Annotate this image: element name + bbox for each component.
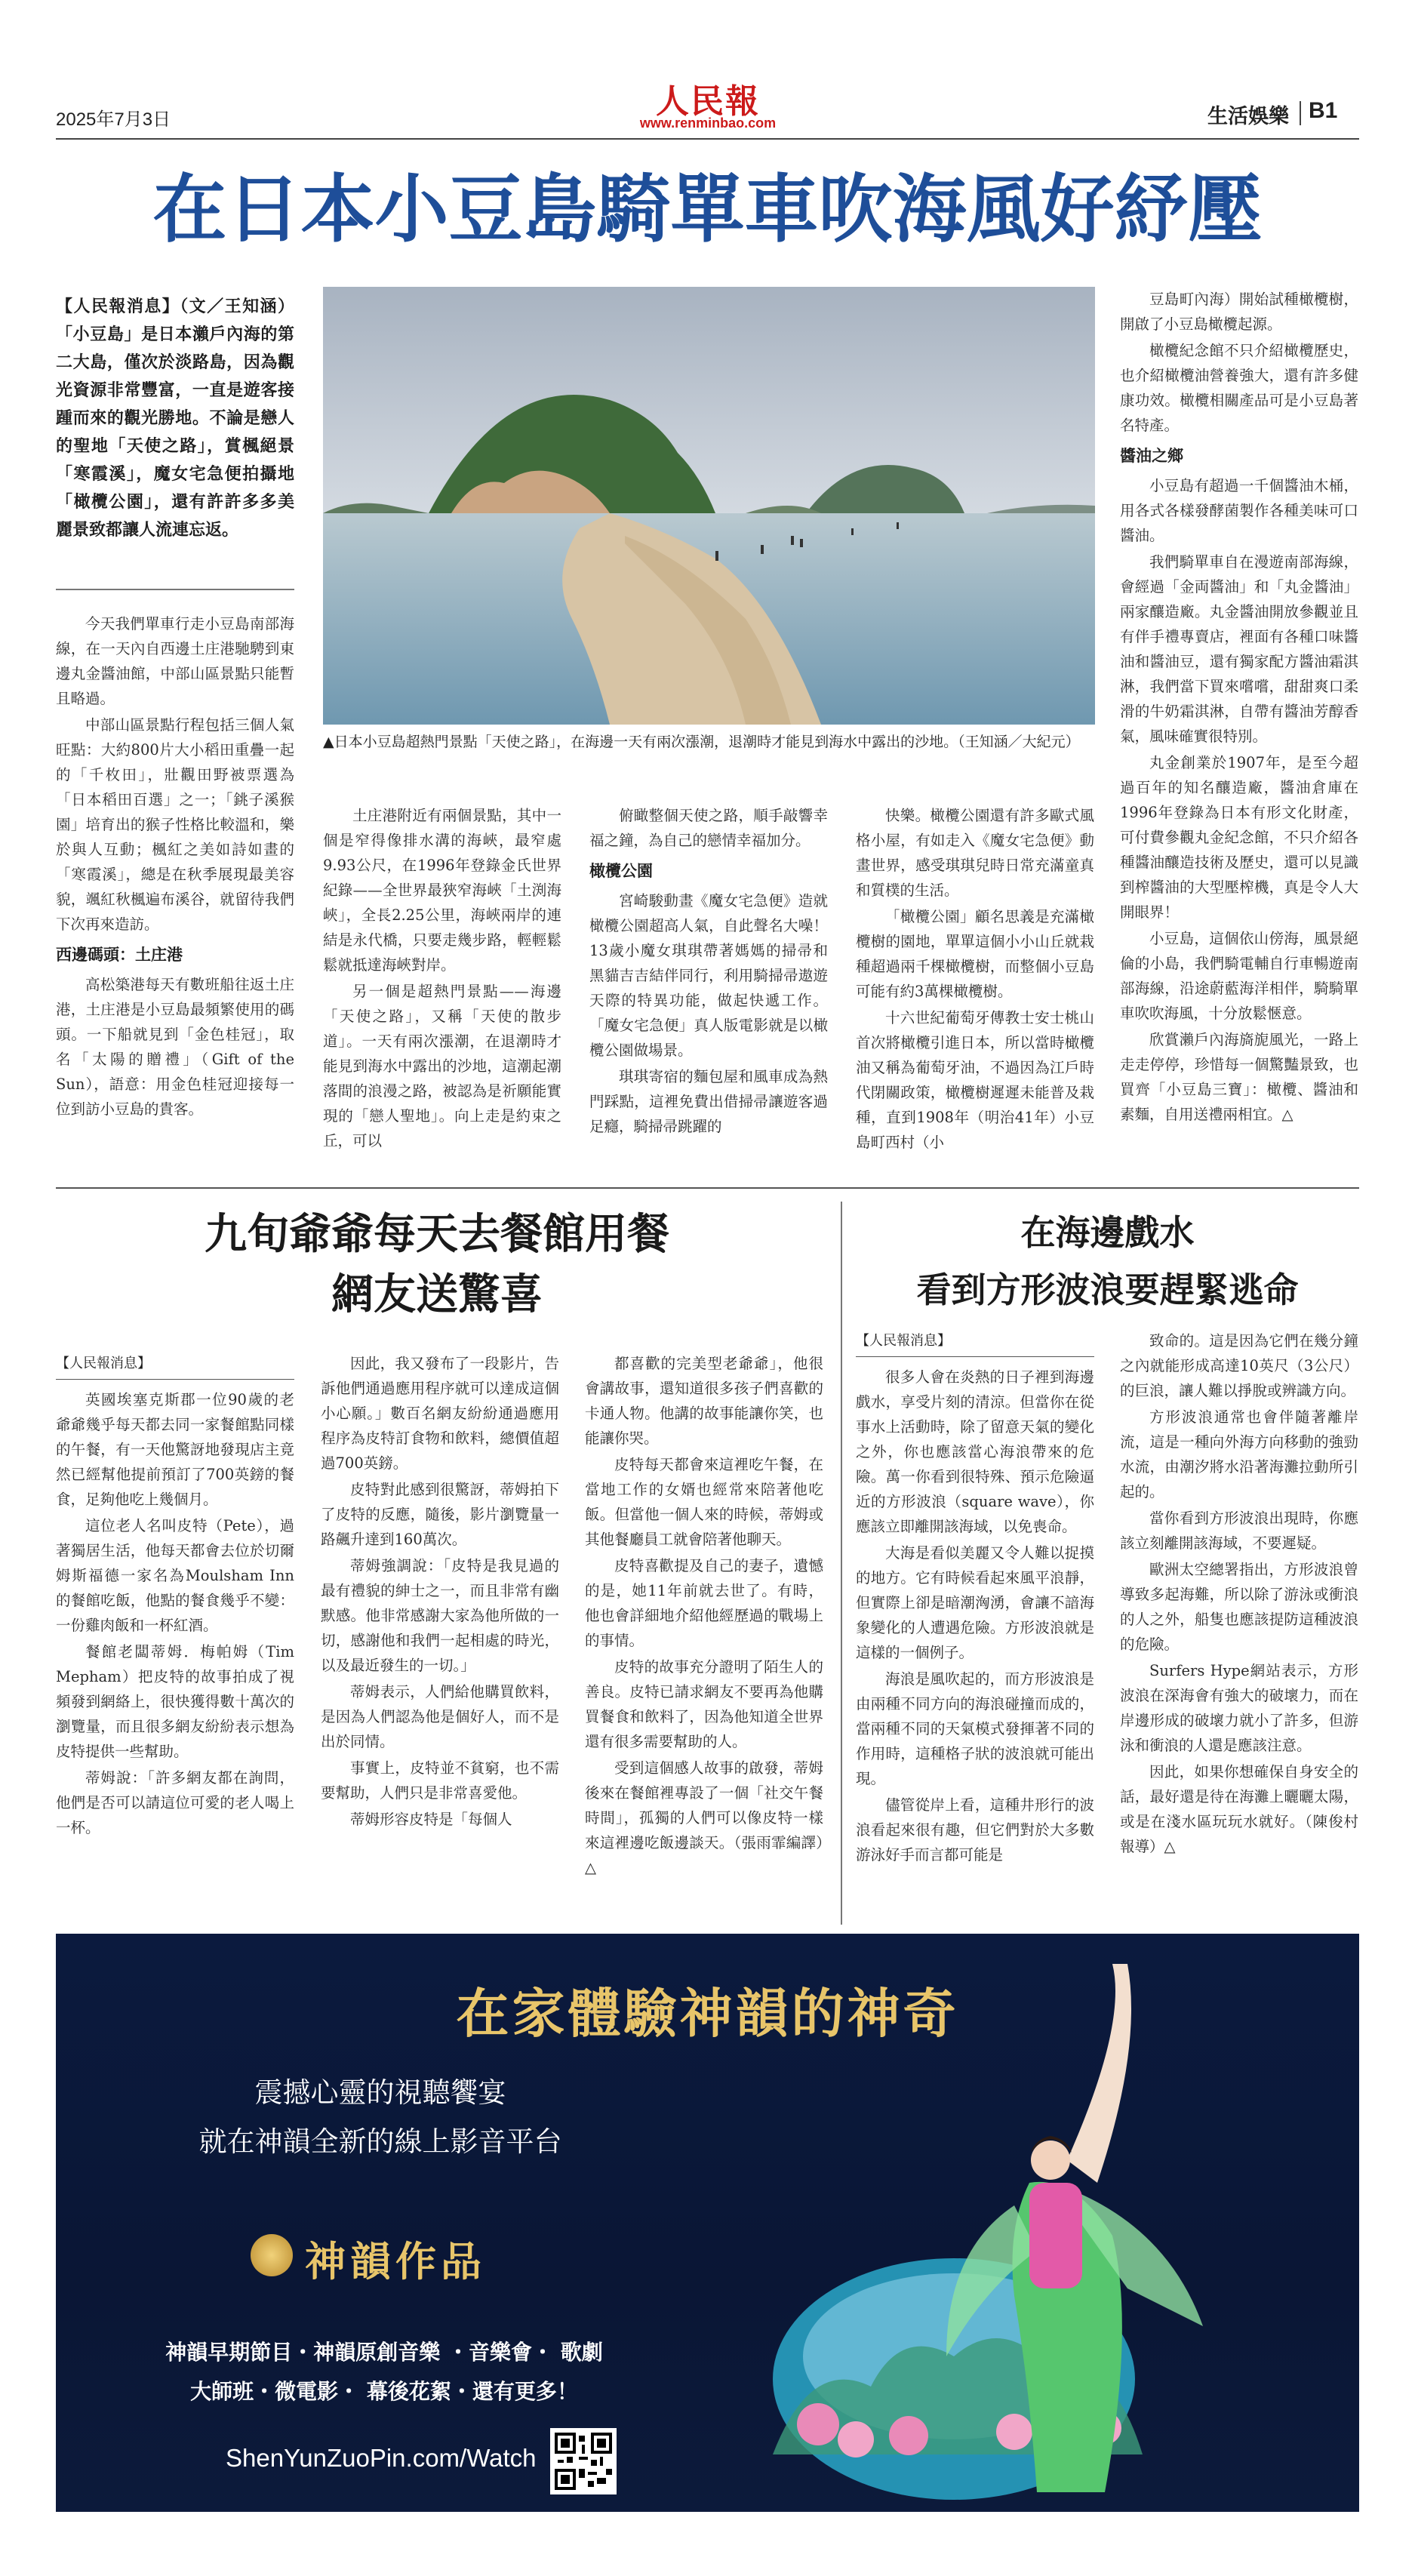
story1-col5 (1120, 287, 1358, 1128)
paragraph: 歐洲太空總署指出，方形波浪曾導致多起海難，所以除了游泳或衝浪的人之外，船隻也應該提防這種波浪的危險。 (1120, 1561, 1358, 1653)
ad-title: 在家體驗神韻的神奇 (456, 1982, 959, 2045)
paragraph: 事實上，皮特並不貧窮，也不需要幫助，人們只是非常喜愛他。 (321, 1759, 559, 1802)
angel-road-photo (323, 287, 1095, 725)
story2-headline-line1: 九旬爺爺每天去餐館用餐 (205, 1209, 669, 1259)
paragraph: 「橄欖公園」顧名思義是充滿橄欖樹的園地，單單這個小小山丘就栽種超過兩千棵橄欖樹，而整個小豆島可能有約3萬棵橄欖樹。 (856, 908, 1094, 1000)
paragraph: 欣賞瀨戶內海旖旎風光，一路上走走停停，珍惜每一個驚豔景致，也買齊「小豆島三寶」：橄欖、醬油和素麵，自用送禮兩相宜。△ (1120, 1031, 1358, 1123)
paragraph: 蒂姆強調說：「皮特是我見過的最有禮貌的紳士之一，而且非常有幽默感。他非常感謝大家為他所做的一切，感謝他和我們一起相處的時光，以及最近發生的一切。」 (321, 1557, 559, 1674)
story2-headline-line2: 網友送驚喜 (331, 1270, 543, 1319)
paragraph: 快樂。橄欖公園還有許多歐式風格小屋，有如走入《魔女宅急便》動畫世界，感受琪琪兒時日常充滿童真和質樸的生活。 (856, 807, 1094, 899)
paragraph: 俯瞰整個天使之路，順手敲響幸福之鐘，為自己的戀情幸福加分。 (589, 807, 828, 849)
masthead-url[interactable]: www.renminbao.com (639, 115, 777, 131)
paragraph: 因此，我又發布了一段影片，告訴他們通過應用程序就可以達成這個小心願。」數百名網友紛紛通過應用程序為皮特訂食物和飲料，總價值超過700英鎊。 (321, 1355, 559, 1472)
paragraph: 宮崎駿動畫《魔女宅急便》造就橄欖公園超高人氣，自此聲名大噪！13歲小魔女琪琪帶著媽媽的掃帚和黑貓吉吉結伴同行，利用騎掃帚遨遊天際的特異功能，做起快遞工作。「魔女宅急便」真人版電影就是以橄欖公園做場景。 (589, 892, 828, 1059)
paragraph: 十六世紀葡萄牙傳教士安士桃山首次將橄欖引進日本，所以當時橄欖油又稱為葡萄牙油，不過因為江戶時代閉關政策，橄欖樹遲遲未能普及栽種，直到1908年（明治41年）小豆島町西村（小 (856, 1009, 1094, 1151)
paragraph: 因此，如果你想確保自身安全的話，最好還是待在海灘上曬曬太陽，或是在淺水區玩玩水就好。（陳俊村報導）△ (1120, 1763, 1358, 1855)
paragraph: 高松築港每天有數班船往返土庄港，土庄港是小豆島最頻繁使用的碼頭。一下船就見到「金色桂冠」，取名「太陽的贈禮」（Gift of the Sun），語意：用金色桂冠迎接每一位到訪小豆島的貴客。 (56, 976, 294, 1118)
section-name: 生活娛樂 (1207, 105, 1289, 128)
paragraph: 蒂姆表示，人們給他購買飲料，是因為人們認為他是個好人，而不是出於同情。 (321, 1683, 559, 1750)
story3-source-tag: 【人民報消息】 (856, 1328, 1094, 1357)
story3-headline-line1: 在海邊戲水 (1020, 1212, 1195, 1253)
section-rule (56, 1187, 1359, 1189)
story2-col2 (321, 1351, 559, 1833)
story1-lead: 【人民報消息】（文／王知涵）「小豆島」是日本瀨戶內海的第二大島，僅次於淡路島，因為觀光資源非常豐富，一直是遊客接踵而來的觀光勝地。不論是戀人的聖地「天使之路」，賞楓絕景「寒霞溪」，魔女宅急便拍攝地「橄欖公園」，還有許許多多美麗景致都讓人流連忘返。 (56, 297, 294, 540)
paragraph: 蒂姆形容皮特是「每個人 (350, 1811, 512, 1828)
paragraph: 海浪是風吹起的，而方形波浪是由兩種不同方向的海浪碰撞而成的，當兩種不同的天氣模式發揮著不同的作用時，這種格子狀的波浪就可能出現。 (856, 1670, 1094, 1787)
paragraph: 大海是看似美麗又令人難以捉摸的地方。它有時候看起來風平浪靜，但實際上卻是暗潮洶湧，會讓不諳海象變化的人遭遇危險。方形波浪就是這樣的一個例子。 (856, 1544, 1094, 1661)
story3-headline (853, 1204, 1362, 1319)
story3-headline-line2: 看到方形波浪要趕緊逃命 (916, 1270, 1299, 1310)
masthead-logo: 人民報 (656, 82, 760, 121)
paragraph: 蒂姆說：「許多網友都在詢問，他們是否可以請這位可愛的老人喝上一杯。 (56, 1769, 294, 1836)
shenyun-emblem-icon (251, 2234, 293, 2276)
story3-col1 (856, 1328, 1094, 1869)
paragraph: 皮特喜歡提及自己的妻子，遺憾的是，她11年前就去世了。有時，他也會詳細地介紹他經歷過的戰場上的事情。 (585, 1557, 823, 1649)
paragraph: 豆島町內海）開始試種橄欖樹，開啟了小豆島橄欖起源。 (1120, 291, 1358, 333)
paragraph: 琪琪寄宿的麵包屋和風車成為熱門踩點，這裡免費出借掃帚讓遊客過足癮，騎掃帚跳躍的 (589, 1068, 828, 1135)
subhead-tonosho-port: 西邊碼頭：土庄港 (56, 946, 183, 964)
paragraph: 餐館老闆蒂姆．梅帕姆（Tim Mepham）把皮特的故事拍成了視頻發到網絡上，很快獲得數十萬次的瀏覽量，而且很多網友紛紛表示想為皮特提供一些幫助。 (56, 1643, 294, 1760)
section-divider (1300, 101, 1301, 125)
subhead-soy-sauce: 醬油之鄉 (1120, 447, 1183, 465)
story2-headline (56, 1204, 818, 1325)
story2-col1 (56, 1351, 294, 1842)
paragraph: 儘管從岸上看，這種井形行的波浪看起來很有趣，但它們對於大多數游泳好手而言都可能是 (856, 1796, 1094, 1864)
paragraph: 小豆島有超過一千個醬油木桶，用各式各樣發酵菌製作各種美味可口醬油。 (1120, 477, 1358, 544)
ad-line1: 震撼心靈的視聽饗宴 (254, 2076, 506, 2109)
paragraph: 都喜歡的完美型老爺爺」，他很會講故事，還知道很多孩子們喜歡的卡通人物。他講的故事能讓你笑，也能讓你哭。 (585, 1355, 823, 1447)
story3-col2 (1120, 1328, 1358, 1860)
story1-col3 (589, 803, 828, 1140)
paragraph: Surfers Hype網站表示，方形波浪在深海會有強大的破壞力，而在岸邊形成的破壞力就小了許多，但游泳和衝浪的人還是應該注意。 (1120, 1662, 1358, 1754)
paragraph: 這位老人名叫皮特（Pete），過著獨居生活，他每天都會去位於切爾姆斯福德一家名為Moulsham Inn的餐館吃飯，他點的餐食幾乎不變：一份雞肉飯和一杯紅酒。 (56, 1517, 294, 1634)
paragraph: 當你看到方形波浪出現時，你應該立刻離開該海域，不要遲疑。 (1120, 1510, 1358, 1552)
paragraph: 中部山區景點行程包括三個人氣旺點：大約800片大小稻田重疊一起的「千枚田」，壯觀田野被票選為「日本稻田百選」之一；「銚子溪猴園」培育出的猴子性格比較溫和，樂於與人互動；楓紅之美如詩如畫的「寒霞溪」，總是在秋季展現最美容貌，颯紅秋楓遍布溪谷，就留待我們下次再來造訪。 (56, 716, 294, 933)
paragraph: 皮特對此感到很驚訝，蒂姆拍下了皮特的反應，隨後，影片瀏覽量一路飆升達到160萬次。 (321, 1481, 559, 1548)
paragraph: 今天我們單車行走小豆島南部海線，在一天內自西邊土庄港馳騁到東邊丸金醬油館，中部山區景點只能暫且略過。 (56, 615, 294, 707)
story1-col2 (323, 803, 561, 1155)
ad-brand: 神韻作品 (305, 2237, 486, 2285)
paragraph: 很多人會在炎熱的日子裡到海邊戲水，享受片刻的清涼。但當你在從事水上活動時，除了留意天氣的變化之外，你也應該當心海浪帶來的危險。萬一你看到很特殊、預示危險逼近的方形波浪（square wave），你應該立即離開該海域，以免喪命。 (856, 1368, 1094, 1535)
subhead-olive-park: 橄欖公園 (589, 862, 653, 880)
story1-col4 (856, 803, 1094, 1156)
ad-line2: 就在神韻全新的線上影音平台 (198, 2125, 562, 2158)
paragraph: 皮特的故事充分證明了陌生人的善良。皮特已請求網友不要再為他購買餐食和飲料了，因為他知道全世界還有很多需要幫助的人。 (585, 1658, 823, 1750)
paragraph: 皮特每天都會來這裡吃午餐，在當地工作的女婿也經常來陪著他吃飯。但當他一個人來的時候，蒂姆或其他餐廳員工就會陪著他聊天。 (585, 1456, 823, 1548)
ad-url[interactable]: ShenYunZuoPin.com/Watch (226, 2444, 537, 2472)
header-rule (56, 138, 1359, 140)
paragraph: 方形波浪通常也會伴隨著離岸流，這是一種向外海方向移動的強勁水流，由潮汐將水沿著海灘拉動所引起的。 (1120, 1408, 1358, 1500)
issue-date: 2025年7月3日 (56, 109, 171, 130)
paragraph: 土庄港附近有兩個景點，其中一個是窄得像排水溝的海峽，最窄處9.93公尺，在1996年登錄金氏世界紀錄——全世界最狹窄海峽「土渕海峽」，全長2.25公里，海峽兩岸的連結是永代橋，只要走幾步路，輕輕鬆鬆就抵達海峽對岸。 (323, 807, 561, 974)
paragraph: 受到這個感人故事的啟發，蒂姆後來在餐館裡專設了一個「社交午餐時間」，孤獨的人們可以像皮特一樣來這裡邊吃飯邊談天。（張雨霏編譯）△ (585, 1759, 823, 1876)
shenyun-ad[interactable] (56, 1934, 1359, 2512)
paragraph: 丸金創業於1907年，是至今超過百年的知名釀造廠，醬油倉庫在1996年登錄為日本有形文化財產，可付費參觀丸金紀念館，不只介紹各種醬油釀造技術及歷史，還可以見識到榨醬油的大型壓榨機，真是令人大開眼界！ (1120, 754, 1358, 921)
paragraph: 橄欖紀念館不只介紹橄欖歷史，也介紹橄欖油營養強大，還有許多健康功效。橄欖相關產品可是小豆島著名特產。 (1120, 342, 1358, 434)
ad-list1: 神韻早期節目・神韻原創音樂 ・音樂會・ 歌劇 (165, 2340, 603, 2365)
ad-list2: 大師班・微電影・ 幕後花絮・還有更多！ (190, 2379, 578, 2404)
qr-code-icon[interactable] (550, 2428, 617, 2494)
story1-col1 (56, 611, 294, 1123)
story-divider (841, 1202, 842, 1925)
paragraph: 小豆島，這個依山傍海，風景絕倫的小島，我們騎電輔自行車暢遊南部海線，沿途蔚藍海洋相伴，騎騎單車吹吹海風，十分放鬆愜意。 (1120, 930, 1358, 1022)
story1-headline: 在日本小豆島騎單車吹海風好紓壓 (152, 166, 1263, 253)
photo-caption: ▲日本小豆島超熱門景點「天使之路」，在海邊一天有兩次漲潮，退潮時才能見到海水中露出的沙地。（王知涵／大紀元） (323, 734, 1080, 750)
page-number: B1 (1309, 98, 1338, 123)
paragraph: 英國埃塞克斯郡一位90歲的老爺爺幾乎每天都去同一家餐館點同樣的午餐，有一天他驚訝地發現店主竟然已經幫他提前預訂了700英鎊的餐食，足夠他吃上幾個月。 (56, 1391, 294, 1508)
paragraph: 我們騎單車自在漫遊南部海線，會經過「金両醬油」和「丸金醬油」兩家釀造廠。丸金醬油開放參觀並且有伴手禮專賣店，裡面有各種口味醬油和醬油豆，還有獨家配方醬油霜淇淋，我們當下買來嚐嚐，甜甜爽口柔滑的牛奶霜淇淋，自帶有醬油芳醇香氣，風味確實很特別。 (1120, 553, 1358, 745)
story2-col3 (585, 1351, 823, 1882)
paragraph: 另一個是超熱門景點——海邊「天使之路」，又稱「天使的散步道」。一天有兩次漲潮，在退潮時才能見到海水中露出的沙地，這潮起潮落間的浪漫之路，被認為是祈願能實現的「戀人聖地」。向上走是約束之丘，可以 (323, 983, 561, 1150)
lead-divider (56, 589, 294, 590)
story2-source-tag: 【人民報消息】 (56, 1351, 294, 1380)
paragraph: 致命的。這是因為它們在幾分鐘之內就能形成高達10英尺（3公尺）的巨浪，讓人難以掙脫或辨識方向。 (1120, 1332, 1358, 1399)
